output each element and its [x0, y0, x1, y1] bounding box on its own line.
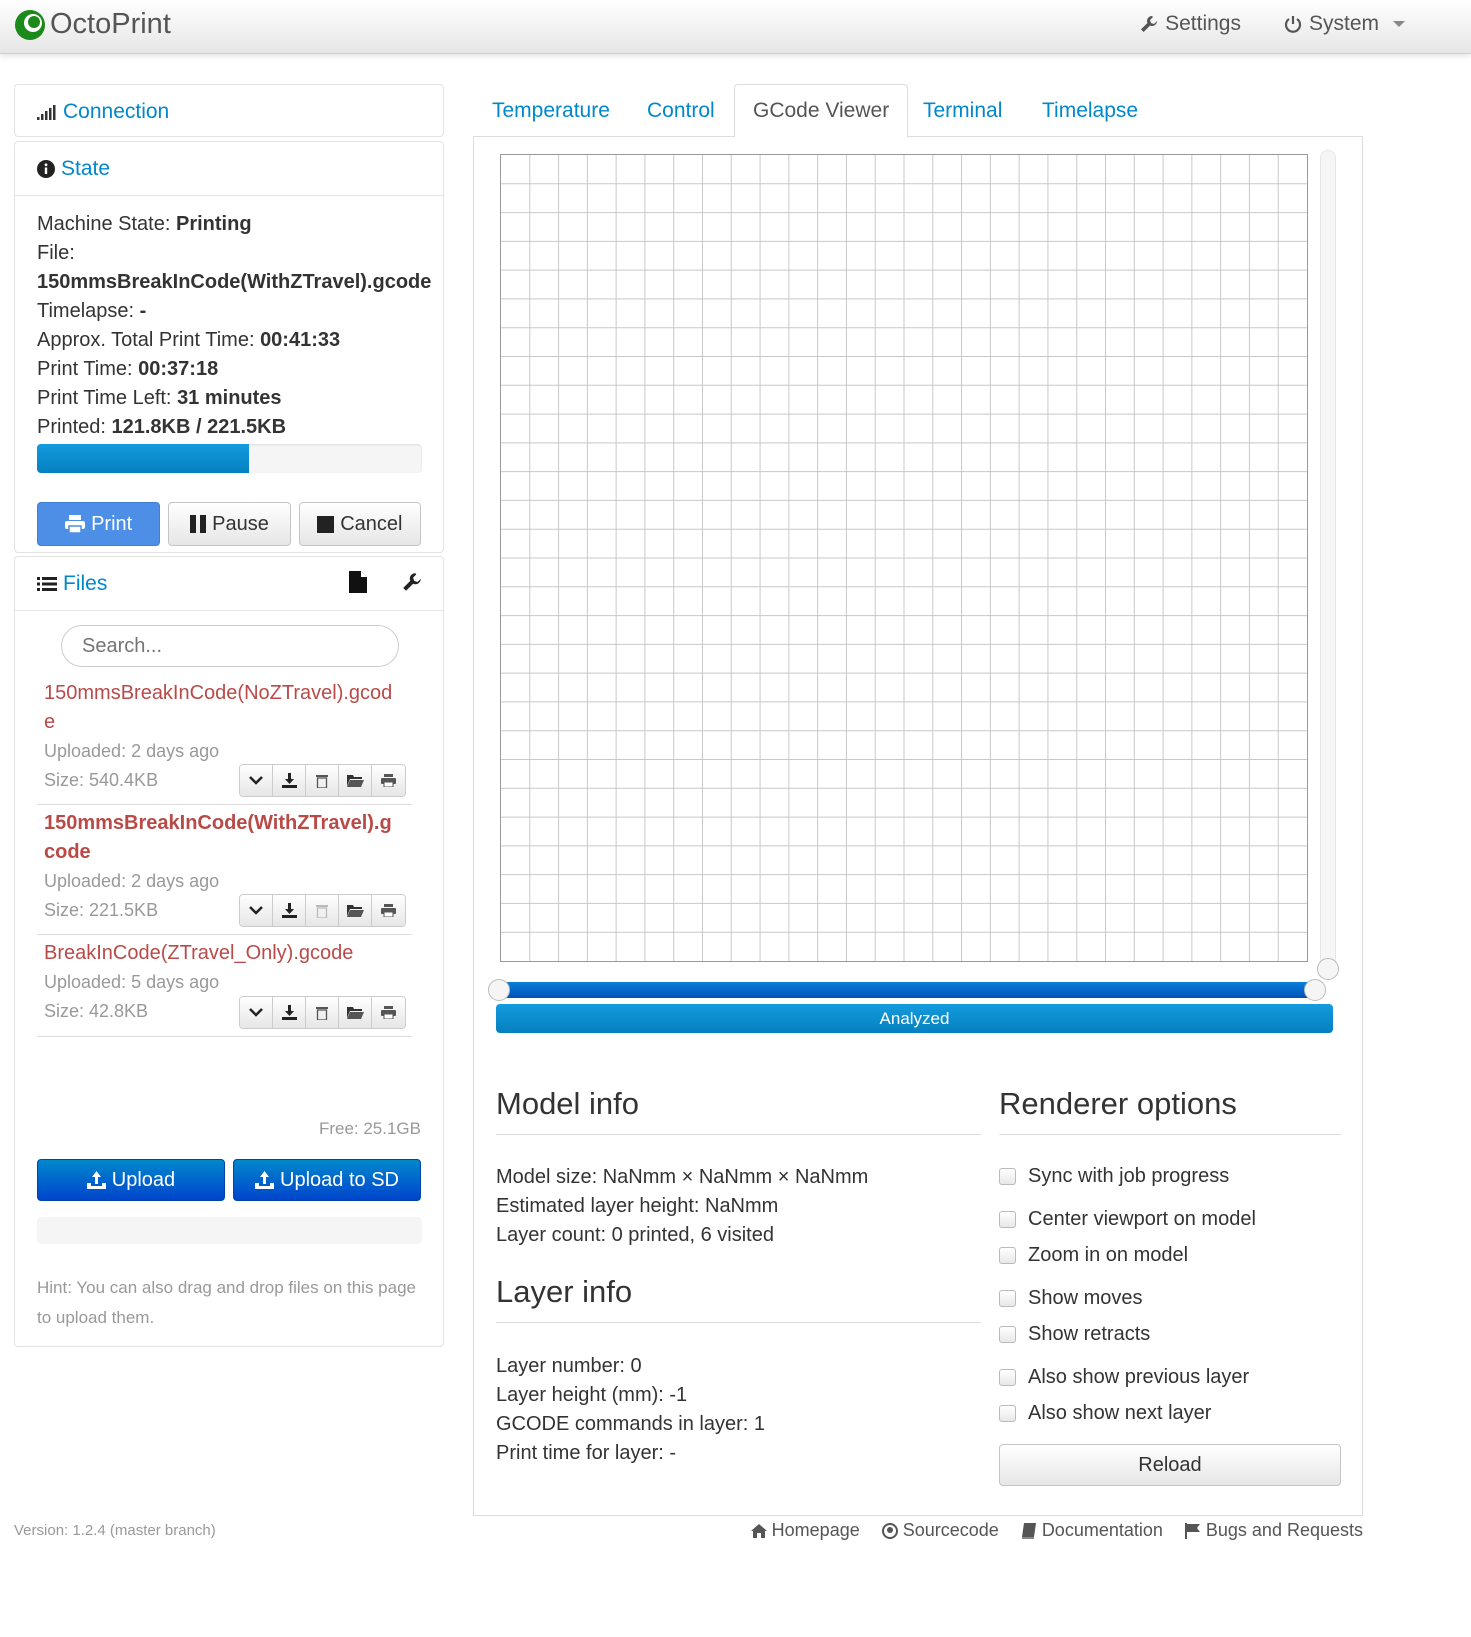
option-label: Show retracts — [1028, 1323, 1151, 1345]
time-left-label: Print Time Left: — [37, 387, 172, 409]
option-show-retracts[interactable] — [999, 1323, 1150, 1346]
option-label: Also show next layer — [1028, 1402, 1212, 1424]
download-icon[interactable] — [273, 765, 306, 796]
cancel-button[interactable] — [299, 502, 421, 546]
file-list-item[interactable] — [37, 809, 412, 935]
time-left-value: 31 minutes — [177, 387, 282, 409]
pause-button[interactable] — [168, 502, 290, 546]
system-label: System — [1308, 12, 1379, 35]
upload-sd-button-label: Upload to SD — [280, 1168, 399, 1191]
connection-title[interactable]: Connection — [63, 99, 170, 123]
state-title[interactable]: State — [61, 156, 111, 180]
file-actions — [239, 996, 406, 1029]
checkbox[interactable] — [999, 1211, 1016, 1228]
file-search-input[interactable] — [61, 625, 399, 667]
version-info: Version: 1.2.4 (master branch) — [14, 1522, 216, 1539]
checkbox[interactable] — [999, 1290, 1016, 1307]
folder-open-icon[interactable] — [339, 765, 372, 796]
signal-icon — [37, 104, 57, 120]
settings-menu[interactable] — [1139, 12, 1241, 36]
print-progress-fill — [37, 444, 249, 473]
layer-slider-handle[interactable] — [1317, 958, 1339, 980]
print-icon[interactable] — [372, 895, 405, 926]
option-label: Show moves — [1028, 1287, 1143, 1309]
upload-button-label: Upload — [111, 1168, 176, 1191]
printed-value: 121.8KB / 221.5KB — [111, 416, 287, 438]
model-size: Model size: NaNmm × NaNmm × NaNmm — [496, 1166, 869, 1188]
flag-icon — [1185, 1523, 1201, 1539]
upload-button[interactable] — [37, 1159, 225, 1201]
download-icon[interactable] — [273, 895, 306, 926]
gcode-canvas[interactable] — [500, 154, 1308, 962]
list-icon — [37, 576, 57, 592]
checkbox[interactable] — [999, 1168, 1016, 1185]
option-label: Zoom in on model — [1028, 1244, 1189, 1266]
layer-info-title: Layer info — [496, 1274, 981, 1323]
connection-panel — [14, 84, 444, 137]
gcode-commands-in-layer: GCODE commands in layer: 1 — [496, 1413, 765, 1435]
upload-sd-button[interactable] — [233, 1159, 421, 1201]
chevron-down-icon[interactable] — [240, 997, 273, 1028]
tab-timelapse[interactable]: Timelapse — [1042, 98, 1139, 122]
option-label: Center viewport on model — [1028, 1208, 1256, 1230]
timelapse-label: Timelapse: — [37, 300, 135, 322]
stop-icon — [317, 516, 334, 533]
machine-state-label: Machine State: — [37, 213, 171, 235]
print-time-label: Print Time: — [37, 358, 133, 380]
homepage-label: Homepage — [771, 1520, 860, 1540]
state-panel — [14, 141, 444, 553]
bugs-requests-label: Bugs and Requests — [1205, 1520, 1363, 1540]
printed-row — [37, 413, 421, 442]
footer-links — [751, 1520, 1363, 1541]
free-space: Free: 25.1GB — [318, 1119, 421, 1138]
cancel-button-label: Cancel — [340, 512, 403, 535]
checkbox[interactable] — [999, 1369, 1016, 1386]
bugs-requests-link[interactable] — [1185, 1520, 1363, 1541]
option-show-moves[interactable] — [999, 1287, 1143, 1310]
files-title[interactable]: Files — [63, 571, 108, 595]
renderer-options-title: Renderer options — [999, 1086, 1341, 1135]
file-icon[interactable] — [349, 571, 367, 593]
file-name[interactable]: 150mmsBreakInCode(WithZTravel).gcode — [44, 812, 392, 863]
settings-label: Settings — [1165, 12, 1241, 35]
file-uploaded: Uploaded: 2 days ago — [44, 871, 220, 891]
pause-icon — [190, 515, 206, 533]
tab-temperature[interactable]: Temperature — [492, 98, 610, 122]
reload-button[interactable] — [999, 1444, 1341, 1486]
option-sync-job-progress[interactable] — [999, 1165, 1229, 1188]
files-panel — [14, 556, 444, 1347]
file-size: Size: 221.5KB — [44, 900, 159, 920]
caret-down-icon — [1393, 21, 1405, 27]
brand-name: OctoPrint — [50, 8, 171, 40]
folder-open-icon[interactable] — [339, 997, 372, 1028]
timelapse-value: - — [139, 300, 147, 322]
folder-open-icon[interactable] — [339, 895, 372, 926]
print-progress-bar — [37, 444, 422, 473]
timelapse-row — [37, 297, 421, 326]
approx-total-row — [37, 326, 421, 355]
print-icon[interactable] — [372, 765, 405, 796]
trash-icon — [306, 895, 339, 926]
state-header[interactable] — [15, 142, 443, 196]
option-show-next-layer[interactable] — [999, 1402, 1211, 1425]
home-icon — [751, 1524, 767, 1538]
command-range-end-handle[interactable] — [1304, 979, 1326, 1001]
octoprint-logo-icon — [14, 9, 46, 41]
tab-gcode-viewer[interactable]: GCode Viewer — [734, 84, 908, 138]
option-label: Also show previous layer — [1028, 1366, 1250, 1388]
file-uploaded: Uploaded: 2 days ago — [44, 741, 220, 761]
file-actions — [239, 894, 406, 927]
upload-icon — [255, 1171, 274, 1189]
checkbox[interactable] — [999, 1405, 1016, 1422]
documentation-label: Documentation — [1041, 1520, 1163, 1540]
chevron-down-icon[interactable] — [240, 765, 273, 796]
print-time-value: 00:37:18 — [138, 358, 219, 380]
file-label: File: — [37, 242, 75, 264]
brand[interactable] — [14, 8, 171, 41]
file-actions — [239, 764, 406, 797]
print-button-label: Print — [91, 512, 133, 535]
trash-icon[interactable] — [306, 997, 339, 1028]
command-range-slider[interactable] — [500, 982, 1318, 998]
file-list-item[interactable] — [37, 679, 412, 805]
layer-number: Layer number: 0 — [496, 1355, 642, 1377]
tab-bar — [473, 84, 1363, 137]
navbar — [0, 0, 1471, 54]
power-icon — [1283, 14, 1303, 34]
file-name[interactable]: BreakInCode(ZTravel_Only).gcode — [44, 942, 354, 964]
time-left-row — [37, 384, 421, 413]
chevron-down-icon[interactable] — [240, 895, 273, 926]
model-info-title: Model info — [496, 1086, 981, 1135]
print-time-row — [37, 355, 421, 384]
sourcecode-label: Sourcecode — [902, 1520, 999, 1540]
machine-state-value: Printing — [175, 213, 252, 235]
file-uploaded: Uploaded: 5 days ago — [44, 972, 220, 992]
analysis-status: Analyzed — [879, 1008, 950, 1028]
command-range-start-handle[interactable] — [488, 979, 510, 1001]
print-icon — [65, 515, 85, 533]
printed-label: Printed: — [37, 416, 106, 438]
wrench-icon[interactable] — [401, 571, 423, 593]
tab-terminal[interactable]: Terminal — [923, 98, 1003, 122]
file-value: 150mmsBreakInCode(WithZTravel).gcode — [37, 271, 432, 293]
connection-header[interactable] — [15, 85, 443, 138]
estimated-layer-height: Estimated layer height: NaNmm — [496, 1195, 779, 1217]
file-size: Size: 540.4KB — [44, 770, 159, 790]
print-icon[interactable] — [372, 997, 405, 1028]
option-center-viewport[interactable] — [999, 1208, 1256, 1231]
print-time-for-layer: Print time for layer: - — [496, 1442, 677, 1464]
upload-icon — [87, 1171, 106, 1189]
upload-progress-bar — [37, 1217, 422, 1244]
layer-info — [496, 1352, 765, 1468]
file-list-item[interactable] — [37, 939, 412, 1037]
layer-slider[interactable] — [1320, 150, 1336, 972]
approx-total-value: 00:41:33 — [260, 329, 341, 351]
info-icon — [37, 160, 55, 178]
file-name[interactable]: 150mmsBreakInCode(NoZTravel).gcode — [44, 682, 393, 733]
machine-state-row — [37, 210, 421, 239]
download-icon[interactable] — [273, 997, 306, 1028]
option-label: Sync with job progress — [1028, 1165, 1230, 1187]
option-zoom-model[interactable] — [999, 1244, 1188, 1267]
checkbox[interactable] — [999, 1326, 1016, 1343]
github-icon — [882, 1523, 898, 1539]
book-icon — [1021, 1523, 1037, 1539]
checkbox[interactable] — [999, 1247, 1016, 1264]
trash-icon[interactable] — [306, 765, 339, 796]
pause-button-label: Pause — [212, 512, 269, 535]
reload-button-label: Reload — [1138, 1453, 1202, 1476]
state-body — [15, 196, 443, 546]
file-size: Size: 42.8KB — [44, 1001, 149, 1021]
layer-count: Layer count: 0 printed, 6 visited — [496, 1224, 774, 1246]
upload-hint: Hint: You can also drag and drop files on this page to upload them. — [37, 1278, 416, 1327]
print-button[interactable] — [37, 502, 160, 546]
documentation-link[interactable] — [1021, 1520, 1163, 1541]
sourcecode-link[interactable] — [882, 1520, 999, 1541]
wrench-icon — [1139, 14, 1159, 34]
option-show-previous-layer[interactable] — [999, 1366, 1249, 1389]
model-info — [496, 1163, 868, 1250]
system-menu[interactable] — [1283, 12, 1405, 36]
approx-total-label: Approx. Total Print Time: — [37, 329, 255, 351]
layer-height: Layer height (mm): -1 — [496, 1384, 688, 1406]
homepage-link[interactable] — [751, 1520, 860, 1541]
tab-control[interactable]: Control — [647, 98, 715, 122]
analysis-progress-bar — [496, 1004, 1333, 1033]
